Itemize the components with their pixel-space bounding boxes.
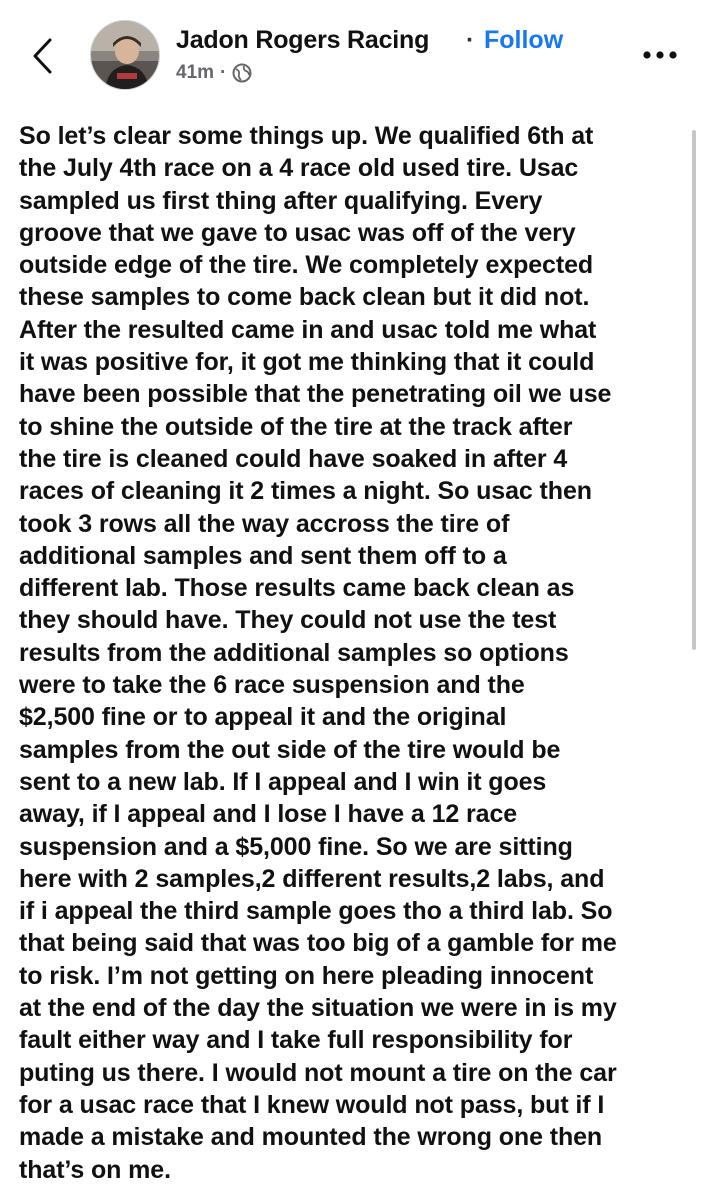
- avatar-image: [91, 21, 160, 90]
- post-text-line: sampled us first thing after qualifying. Every: [19, 186, 543, 215]
- post-text-line: different lab. Those results came back clean as: [19, 574, 575, 603]
- post-text-line: were to take the 6 race suspension and the: [19, 671, 525, 700]
- globe-icon: [232, 63, 252, 83]
- post-text-line: results from the additional samples so options: [19, 638, 569, 667]
- post-meta: [176, 62, 252, 84]
- post-text-line: these samples to come back clean but it did not.: [19, 283, 590, 312]
- post-text-line: After the resulted came in and usac told me what: [19, 315, 597, 344]
- post-text-line: $2,500 fine or to appeal it and the original: [19, 703, 507, 732]
- post-text-line: groove that we gave to usac was off of the very: [19, 218, 576, 247]
- post-text-line: that’s on me.: [19, 1155, 171, 1184]
- timestamp[interactable]: 41m: [176, 62, 215, 83]
- chevron-left-icon: [31, 37, 53, 75]
- post-text-line: additional samples and sent them off to a: [19, 541, 507, 570]
- post-text-line: So let’s clear some things up. We qualified 6th at: [19, 122, 594, 150]
- post-header: [0, 0, 702, 100]
- post-text-line: to shine the outside of the tire at the track after: [19, 412, 573, 441]
- post-text-line: they should have. They could not use the test: [19, 606, 557, 635]
- post-text-line: for a usac race that I knew would not pass, but if I: [19, 1090, 605, 1119]
- avatar[interactable]: [90, 20, 160, 90]
- follow-button[interactable]: Follow: [484, 26, 564, 54]
- name-separator: ·: [466, 26, 475, 54]
- post-text-line: fault either way and I take full responsibility for: [19, 1026, 573, 1055]
- post-text-line: sent to a new lab. If I appeal and I win it goes: [19, 767, 547, 796]
- post-text-line: here with 2 samples,2 different results,2 labs, and: [19, 864, 605, 893]
- post-text-line: the July 4th race on a 4 race old used tire. Usac: [19, 154, 579, 183]
- post-text-line: samples from the out side of the tire would be: [19, 735, 561, 764]
- post-text-line: to risk. I’m not getting on here pleading innocent: [19, 961, 594, 990]
- post-text-line: that being said that was too big of a gamble for me: [19, 929, 617, 958]
- post-text-line: away, if I appeal and I lose I have a 12 race: [19, 800, 518, 829]
- more-options-button[interactable]: [640, 40, 680, 70]
- page-name[interactable]: Jadon Rogers Racing: [176, 26, 430, 54]
- post-text-line: if i appeal the third sample goes tho a third lab. So: [19, 897, 613, 926]
- post-text-line: puting us there. I would not mount a tire on the car: [19, 1058, 617, 1087]
- post-text: [19, 120, 689, 1186]
- post-text-line: made a mistake and mounted the wrong one then: [19, 1123, 603, 1152]
- scrollbar[interactable]: [692, 130, 696, 650]
- post-text-line: have been possible that the penetrating oil we use: [19, 380, 612, 409]
- post-text-line: the tire is cleaned could have soaked in after 4: [19, 444, 568, 473]
- more-horizontal-icon: [642, 50, 678, 60]
- back-button[interactable]: [22, 32, 62, 80]
- post-text-line: suspension and a $5,000 fine. So we are sitting: [19, 832, 573, 861]
- post-text-line: at the end of the day the situation we were in is my: [19, 994, 617, 1023]
- post-text-line: it was positive for, it got me thinking that it could: [19, 348, 595, 377]
- post-text-line: took 3 rows all the way accross the tire of: [19, 509, 510, 538]
- post-text-line: races of cleaning it 2 times a night. So usac then: [19, 477, 592, 506]
- post-text-line: outside edge of the tire. We completely expected: [19, 251, 594, 280]
- meta-separator: ·: [220, 62, 227, 83]
